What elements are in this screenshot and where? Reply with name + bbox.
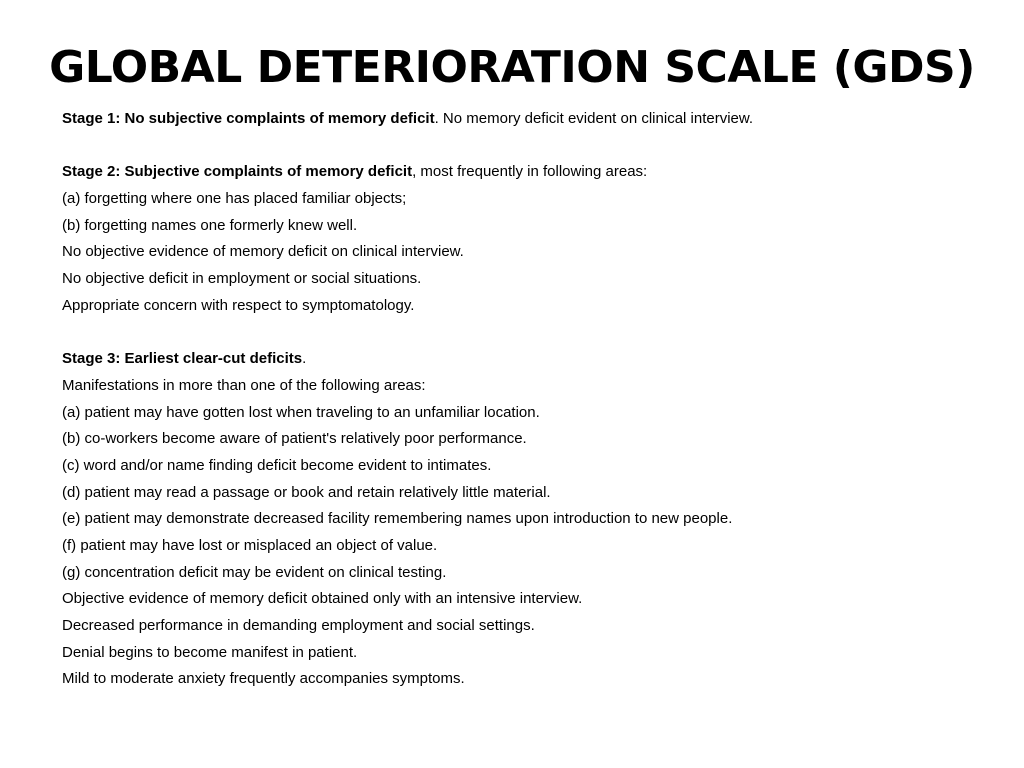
stage-2-text: , most frequently in following areas: [412,163,648,181]
stage-3-line: (e) patient may demonstrate decreased facility remembering names upon introduction to new people. [62,510,733,528]
spacer [62,320,992,347]
stage-3-line: (c) word and/or name finding deficit become evident to intimates. [62,456,492,474]
stage-3-line: (g) concentration deficit may be evident on clinical testing. [62,563,447,581]
stage-3-text: . [302,350,307,368]
stage-3-line: Denial begins to become manifest in patient. [62,643,358,661]
stage-3-heading [62,346,992,373]
stage-3-line: (b) co-workers become aware of patient's relatively poor performance. [62,430,527,448]
spacer [62,133,992,160]
stage-1-heading [62,106,992,133]
stage-3-line: Decreased performance in demanding employment and social settings. [62,617,535,635]
stage-3-line: Manifestations in more than one of the following areas: [62,376,426,394]
stage-2-line: (b) forgetting names one formerly knew well. [62,216,358,234]
stage-2-heading [62,159,992,186]
stage-1-text: . No memory deficit evident on clinical interview. [434,110,754,127]
stage-3-line: (d) patient may read a passage or book and retain relatively little material. [62,483,551,501]
stage-2-line: No objective deficit in employment or social situations. [62,270,422,288]
stage-2-label: Stage 2: Subjective complaints of memory deficit [62,163,413,181]
stage-2-line: (a) forgetting where one has placed familiar objects; [62,190,407,208]
stage-1-label: Stage 1: No subjective complaints of memory deficit [62,110,435,127]
stage-3-label: Stage 3: Earliest clear-cut deficits [62,350,303,368]
stage-3-line: Objective evidence of memory deficit obtained only with an intensive interview. [62,590,583,608]
stage-3-line: (a) patient may have gotten lost when traveling to an unfamiliar location. [62,403,540,421]
stage-2-line: No objective evidence of memory deficit on clinical interview. [62,243,464,261]
slide-title: GLOBAL DETERIORATION SCALE (GDS) [49,42,975,93]
stage-3-line: (f) patient may have lost or misplaced an object of value. [62,537,438,554]
stage-3-line: Mild to moderate anxiety frequently accompanies symptoms. [62,670,465,688]
stage-2-line: Appropriate concern with respect to symptomatology. [62,296,415,314]
slide-body [62,106,992,693]
